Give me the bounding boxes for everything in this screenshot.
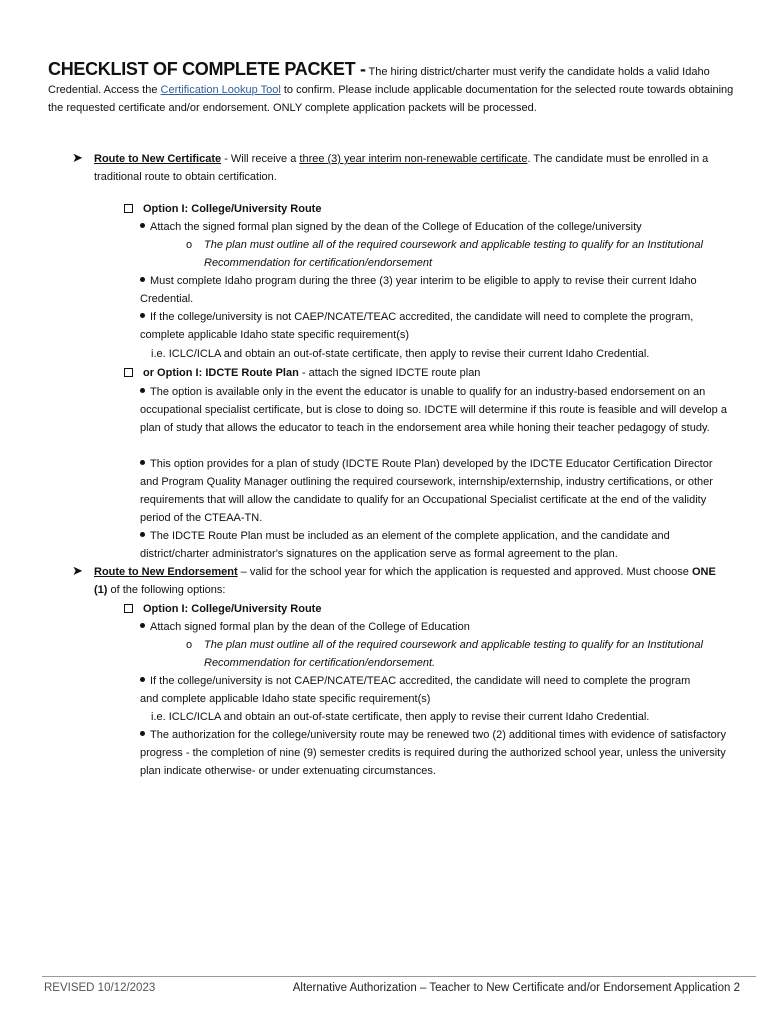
revised-date: REVISED 10/12/2023: [44, 982, 156, 994]
list-item: [140, 726, 730, 780]
bullet-icon: [140, 677, 145, 682]
intro-text-1: The hiring district/charter must verify the candidate holds a valid Idaho Credential. Access the: [48, 66, 710, 96]
route-certificate-heading: [94, 150, 734, 186]
bullet-icon: [140, 388, 145, 393]
option2-checkbox[interactable]: [124, 368, 133, 377]
route-certificate-lead: - Will receive a: [221, 153, 300, 165]
route-endorsement-rest: of the following options:: [107, 584, 226, 596]
list-item: [140, 618, 700, 636]
route-endorsement-heading: [94, 563, 724, 599]
bullet-text: Attach signed formal plan by the dean of the College of Education: [150, 621, 470, 633]
route-certificate-rest: . The candidate must be enrolled in a traditional route to obtain certification.: [94, 153, 709, 183]
sub-list-item: [186, 236, 704, 272]
option1-checkbox[interactable]: [124, 204, 133, 213]
endorsement-option1-label: Option I: College/University Route: [143, 603, 322, 615]
intro-text-2: to confirm. Please include applicable documentation for the selected route towards obtaining the requested certificate and/or endorsement. ONLY complete application packets will be processed.: [48, 84, 734, 114]
list-item: [140, 308, 705, 344]
bullet-icon: [140, 532, 145, 537]
bullet-icon: [140, 223, 145, 228]
option2-label: or Option I: IDCTE Route Plan: [143, 367, 299, 379]
endorsement-option1-checkbox[interactable]: [124, 604, 133, 613]
certification-lookup-link[interactable]: Certification Lookup Tool: [160, 84, 281, 96]
bullet-icon: [140, 460, 145, 465]
bullet-icon: [140, 623, 145, 628]
footer-document-title: Alternative Authorization – Teacher to New Certificate and/or Endorsement Application 2: [292, 982, 740, 994]
page-title: CHECKLIST OF COMPLETE PACKET -: [48, 59, 366, 79]
bullet-text-ie: i.e. ICLC/ICLA and obtain an out-of-state certificate, then apply to revise their current Idaho Credential.: [151, 348, 650, 360]
sub-bullet-text: The plan must outline all of the required coursework and applicable testing to qualify for an Institutional Recommendation for certification/endorsement.: [204, 639, 703, 669]
bullet-text: If the college/university is not CAEP/NCATE/TEAC accredited, the candidate will need to complete the program and complete applicable Idaho state specific requirement(s): [140, 675, 691, 705]
endorsement-option1: [124, 600, 321, 618]
option1-college-route: [124, 200, 321, 218]
bullet-text: The IDCTE Route Plan must be included as an element of the complete application, and the candidate and district/charter administrator's signatures on the application serve as formal agreement to the plan.: [140, 530, 670, 560]
bullet-text: The authorization for the college/university route may be renewed two (2) additional times with evidence of satisfactory progress - the completion of nine (9) semester credits is required during the authorized school year, unless the university plan indicate otherwise- or under extenuating circumstances.: [140, 729, 726, 777]
list-item: [140, 672, 700, 708]
list-item: [140, 383, 730, 437]
route-endorsement-title: Route to New Endorsement: [94, 566, 238, 578]
bullet-icon: [140, 277, 145, 282]
bullet-text: Must complete Idaho program during the three (3) year interim to be eligible to apply to revise their current Idaho Credential.: [140, 275, 697, 305]
arrow-bullet-icon: ➤: [72, 150, 83, 165]
list-item: [140, 272, 730, 308]
route-endorsement-lead: – valid for the school year for which the application is requested and approved. Must choose: [237, 566, 692, 578]
footer-divider: [42, 976, 756, 977]
bullet-text: Attach the signed formal plan signed by the dean of the College of Education of the college/university: [150, 221, 642, 233]
route-certificate-title: Route to New Certificate: [94, 153, 222, 165]
option2-rest: - attach the signed IDCTE route plan: [298, 367, 481, 379]
bullet-icon: [140, 313, 145, 318]
arrow-bullet-icon: ➤: [72, 563, 83, 578]
bullet-text: This option provides for a plan of study (IDCTE Route Plan) developed by the IDCTE Educator Certification Director and Program Quality Manager outlining the required coursework, internship/externship, industry certifications, or other requirements that will allow the candidate to qualify for an Occupational Specialist certificate at the end of the validity period of the CTEAA-TN.: [140, 458, 713, 524]
interim-term: three (3) year interim non-renewable certificate: [299, 153, 528, 165]
list-item: [140, 527, 730, 563]
sub-list-item: [186, 636, 704, 672]
list-item: [140, 455, 725, 527]
bullet-icon: [140, 731, 145, 736]
option2-idcte-route: [124, 364, 480, 382]
option1-label: Option I: College/University Route: [143, 203, 322, 215]
list-item: [140, 218, 700, 236]
bullet-text: The option is available only in the event the educator is unable to qualify for an industry-based endorsement on an occupational specialist certificate, but is close to doing so. IDCTE will determine if this route is feasible and will develop a plan of study that allows the educator to teach in the endorsement area while honing their teacher pedagogy of study.: [140, 386, 727, 434]
bullet-text-ie: i.e. ICLC/ICLA and obtain an out-of-state certificate, then apply to revise their current Idaho Credential.: [151, 711, 650, 723]
intro-paragraph: [48, 60, 738, 117]
choose-one: ONE (1): [94, 566, 716, 596]
bullet-text: If the college/university is not CAEP/NCATE/TEAC accredited, the candidate will need to complete the program, complete applicable Idaho state specific requirement(s): [140, 311, 694, 341]
circle-bullet-icon: o: [186, 239, 193, 251]
sub-bullet-text: The plan must outline all of the required coursework and applicable testing to qualify for an Institutional Recommendation for certification/endorsement: [204, 239, 703, 269]
circle-bullet-icon: o: [186, 639, 193, 651]
